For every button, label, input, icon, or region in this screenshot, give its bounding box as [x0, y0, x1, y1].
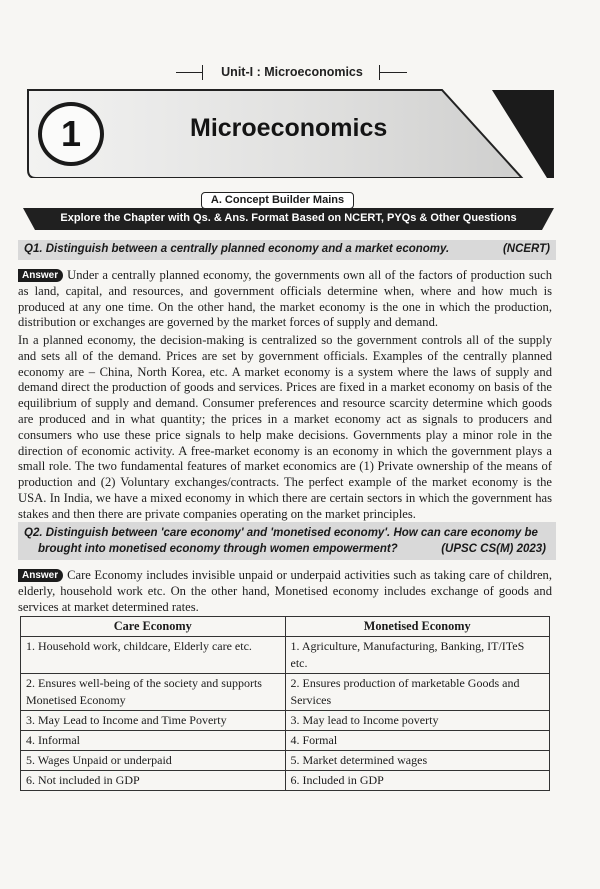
- section-band: [23, 208, 554, 230]
- section-pill: A. Concept Builder Mains: [201, 192, 354, 209]
- table-cell-monetised: 5. Market determined wages: [285, 751, 550, 771]
- table-cell-monetised: 6. Included in GDP: [285, 771, 550, 791]
- answer-1-text-1: Under a centrally planned economy, the governments own all of the factors of production such as land, capital, and resources, and government officials determine when, where and how much is produced at any one time. On the other hand, the market economy is the one in which the production, distribution or exchanges are governed by the market forces of supply and demand.: [18, 268, 552, 330]
- table-row: [21, 711, 550, 731]
- table-cell-monetised: 3. May lead to Income poverty: [285, 711, 550, 731]
- question-1-source-tag: (NCERT): [502, 243, 550, 255]
- unit-header: [0, 62, 600, 84]
- question-1: [18, 240, 556, 260]
- answer-1-paragraph-1: [18, 268, 552, 331]
- table-cell-care: 2. Ensures well-being of the society and supports Monetised Economy: [21, 674, 286, 711]
- table-row: [21, 771, 550, 791]
- answer-badge: Answer: [18, 569, 63, 582]
- table-header-care: Care Economy: [21, 617, 286, 637]
- table-cell-care: 4. Informal: [21, 731, 286, 751]
- chapter-title: Microeconomics: [190, 114, 388, 142]
- question-2: [18, 522, 556, 560]
- answer-2-paragraph: [18, 568, 552, 615]
- table-cell-care: 1. Household work, childcare, Elderly care etc.: [21, 637, 286, 674]
- answer-2-text: Care Economy includes invisible unpaid or underpaid activities such as taking care of children, elderly, household work etc. On the other hand, Monetised economy includes exchange of goods and services at market determined rates.: [18, 568, 552, 614]
- chapter-banner: [22, 86, 554, 178]
- table-header-monetised: Monetised Economy: [285, 617, 550, 637]
- chapter-number-badge: 1: [38, 102, 104, 166]
- table-row: [21, 731, 550, 751]
- section-band-text: Explore the Chapter with Qs. & Ans. Format Based on NCERT, PYQs & Other Questions: [60, 212, 517, 224]
- table-cell-care: 5. Wages Unpaid or underpaid: [21, 751, 286, 771]
- question-2-line-2: brought into monetised economy through women empowerment?: [38, 543, 398, 555]
- answer-badge: Answer: [18, 269, 63, 282]
- header-tick-left: [202, 65, 203, 80]
- table-cell-monetised: 4. Formal: [285, 731, 550, 751]
- question-2-source-tag: (UPSC CS(M) 2023): [441, 543, 546, 555]
- table-cell-monetised: 1. Agriculture, Manufacturing, Banking, IT/ITeS etc.: [285, 637, 550, 674]
- table-row: [21, 751, 550, 771]
- table-cell-care: 6. Not included in GDP: [21, 771, 286, 791]
- table-row: [21, 674, 550, 711]
- question-1-text: Q1. Distinguish between a centrally planned economy and a market economy.: [24, 243, 450, 255]
- question-2-line-1: Q2. Distinguish between 'care economy' and 'monetised economy'. How can care economy be: [24, 527, 538, 539]
- comparison-table: [20, 616, 550, 791]
- table-header-row: [21, 617, 550, 637]
- table-cell-monetised: 2. Ensures production of marketable Goods and Services: [285, 674, 550, 711]
- answer-1-paragraph-2: In a planned economy, the decision-making is centralized so the government controls all of the supply and sets all of the demand. Prices are set by government officials. Examples of the centrally planned economy are – China, North Korea, etc. A market economy is a system where the laws of supply and demand direct the production of goods and services. Prices are fixed in a market economy on basis of the equilibrium of supply and demand. Consumer preferences and resource scarcity determine which goods are produced and in what quantity; the prices in a market economy act as signals to producers and consumers who use these price signals to help make decisions. Governments play a minor role in the direction of economic activity. A free-market economy is an economy in which the government plays a small role. The two fundamental features of market economics are (1) Private ownership of the means of production and (2) Voluntary exchanges/contracts. The perfect example of the market economy is the USA. In India, we have a mixed economy in which there are certain sectors in which the government has stakes and then there are private companies operating on the market principles.: [18, 333, 552, 521]
- table-cell-care: 3. May Lead to Income and Time Poverty: [21, 711, 286, 731]
- table-row: [21, 637, 550, 674]
- unit-title: Unit-I : Microeconomics: [221, 65, 363, 79]
- header-rule-left: [176, 72, 203, 73]
- header-rule-right: [379, 72, 407, 73]
